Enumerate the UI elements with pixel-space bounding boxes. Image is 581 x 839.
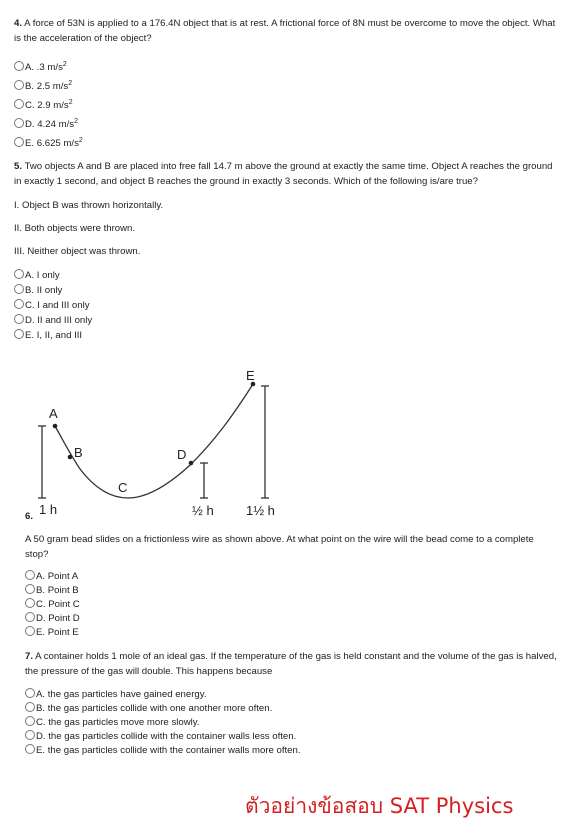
radio-button[interactable] xyxy=(14,269,24,279)
q5-statement-1: I. Object B was thrown horizontally. xyxy=(14,200,164,211)
q6-option-e[interactable]: E. Point E xyxy=(25,626,79,639)
q7-option-d[interactable]: D. the gas particles collide with the container walls less often. xyxy=(25,730,296,743)
radio-button[interactable] xyxy=(25,570,35,580)
footer-title: ตัวอย่างข้อสอบ SAT Physics xyxy=(245,794,514,818)
radio-button[interactable] xyxy=(14,80,24,90)
height-label-half-h: ½ h xyxy=(192,503,214,518)
radio-button[interactable] xyxy=(14,329,24,339)
question-4-text: A force of 53N is applied to a 176.4N object that is at rest. A frictional force of 8N must be overcome to move the object. What is the acceleration of the object? xyxy=(14,18,556,44)
radio-button[interactable] xyxy=(25,626,35,636)
question-7-number: 7. xyxy=(25,651,34,662)
radio-button[interactable] xyxy=(25,584,35,594)
point-c-label: C xyxy=(118,480,128,495)
q7-option-e[interactable]: E. the gas particles collide with the container walls more often. xyxy=(25,744,301,757)
q4-option-b[interactable]: B. 2.5 $m/s^2$ xyxy=(14,80,72,93)
bead-wire-diagram xyxy=(34,362,279,522)
radio-button[interactable] xyxy=(14,314,24,324)
radio-button[interactable] xyxy=(14,137,24,147)
q5-option-d[interactable]: D. II and III only xyxy=(14,314,92,327)
point-d-dot xyxy=(189,461,194,466)
q4-option-c[interactable]: C. 2.9 $m/s^2$ xyxy=(14,99,73,112)
q7-option-a[interactable]: A. the gas particles have gained energy. xyxy=(25,688,207,701)
wire-curve xyxy=(55,384,253,498)
radio-button[interactable] xyxy=(25,688,35,698)
q5-statement-2: II. Both objects were thrown. xyxy=(14,223,136,234)
question-6-text: A 50 gram bead slides on a frictionless wire as shown above. At what point on the wire will the bead come to a complete stop? xyxy=(25,534,534,560)
q4-option-e[interactable]: E. 6.625 $m/s^2$ xyxy=(14,137,83,150)
height-label-one-and-half-h: 1½ h xyxy=(246,503,275,518)
q4-option-a[interactable]: A. .3 $m/s^2$ xyxy=(14,61,67,74)
question-4-number: 4. xyxy=(14,18,23,29)
q7-option-b[interactable]: B. the gas particles collide with one another more often. xyxy=(25,702,272,715)
q5-option-b[interactable]: B. II only xyxy=(14,284,62,297)
point-b-label: B xyxy=(74,445,83,460)
q6-option-d[interactable]: D. Point D xyxy=(25,612,80,625)
radio-button[interactable] xyxy=(14,99,24,109)
point-a-label: A xyxy=(49,406,58,421)
radio-button[interactable] xyxy=(25,730,35,740)
question-5-text: Two objects A and B are placed into free fall 14.7 m above the ground at exactly the same time. Object A reaches the ground in exactly 1 second, and object B reaches the ground in exactly 3 seconds. Which of the following is/are true? xyxy=(14,161,553,187)
question-5 xyxy=(14,159,559,189)
q4-option-d[interactable]: D. 4.24 $m/s^2$ xyxy=(14,118,78,131)
question-6-number: 6. xyxy=(25,511,34,522)
q5-option-e[interactable]: E. I, II, and III xyxy=(14,329,82,342)
q6-option-a[interactable]: A. Point A xyxy=(25,570,78,583)
radio-button[interactable] xyxy=(14,118,24,128)
point-a-dot xyxy=(53,424,58,429)
q5-statement-3: III. Neither object was thrown. xyxy=(14,246,141,257)
q6-option-b[interactable]: B. Point B xyxy=(25,584,79,597)
radio-button[interactable] xyxy=(25,598,35,608)
question-7 xyxy=(25,649,565,679)
point-d-label: D xyxy=(177,447,187,462)
radio-button[interactable] xyxy=(14,284,24,294)
point-b-dot xyxy=(68,455,73,460)
q7-option-c[interactable]: C. the gas particles move more slowly. xyxy=(25,716,200,729)
radio-button[interactable] xyxy=(14,299,24,309)
point-e-label: E xyxy=(246,368,255,383)
question-7-text: A container holds 1 mole of an ideal gas. If the temperature of the gas is held constant and the volume of the gas is halved, the pressure of the gas will double. This happens because xyxy=(25,651,557,677)
question-4 xyxy=(14,16,559,46)
radio-button[interactable] xyxy=(14,61,24,71)
radio-button[interactable] xyxy=(25,744,35,754)
question-5-number: 5. xyxy=(14,161,23,172)
radio-button[interactable] xyxy=(25,702,35,712)
q5-option-c[interactable]: C. I and III only xyxy=(14,299,90,312)
radio-button[interactable] xyxy=(25,716,35,726)
q5-option-a[interactable]: A. I only xyxy=(14,269,60,282)
radio-button[interactable] xyxy=(25,612,35,622)
q6-option-c[interactable]: C. Point C xyxy=(25,598,80,611)
height-label-1h: 1 h xyxy=(39,502,58,517)
